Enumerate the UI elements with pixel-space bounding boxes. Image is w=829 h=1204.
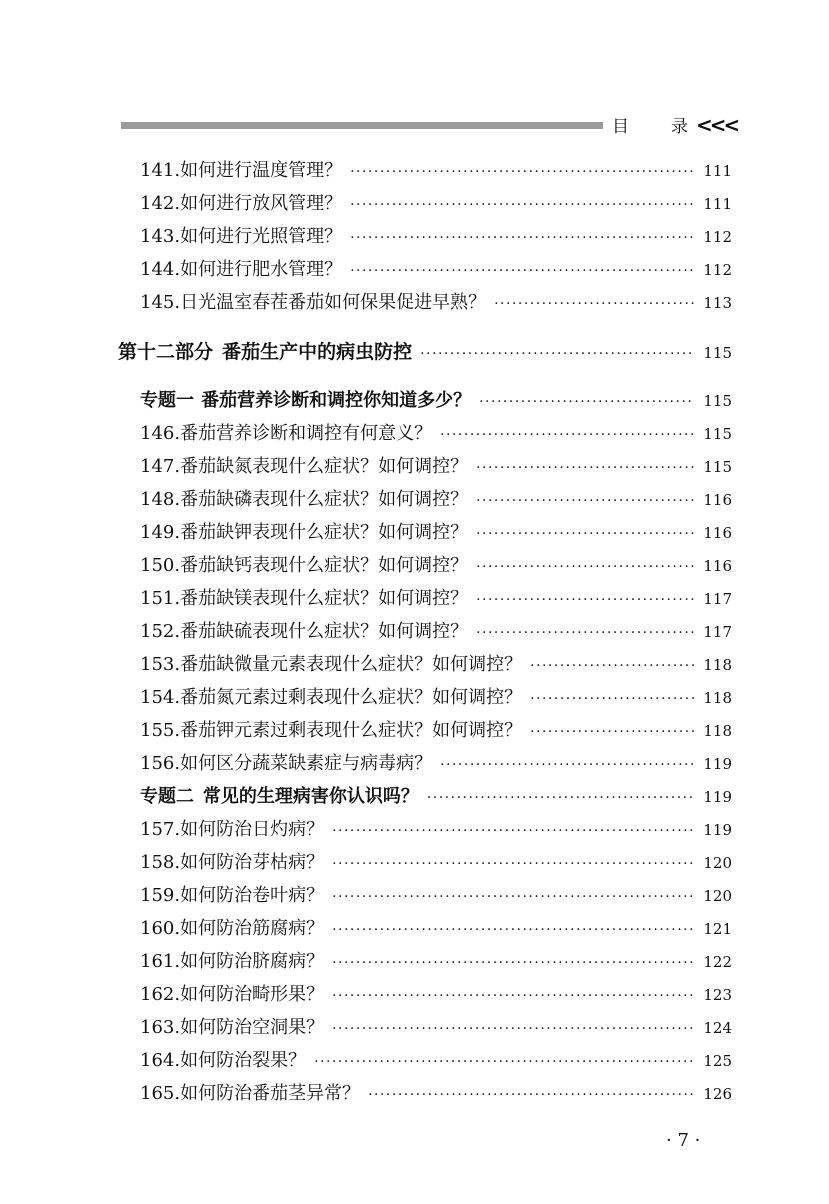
toc-entry-title: 如何区分蔬菜缺素症与病毒病？ — [180, 753, 433, 774]
dot-leader — [476, 485, 694, 517]
running-header — [612, 112, 737, 137]
toc-entry-number: 148. — [140, 489, 181, 510]
dot-leader — [530, 683, 694, 715]
toc-entry[interactable] — [140, 583, 732, 615]
toc-entry-title: 如何防治芽枯病？ — [180, 852, 325, 873]
toc-page-number: 112 — [703, 261, 732, 279]
dot-leader — [530, 650, 694, 682]
toc-entry[interactable] — [140, 616, 732, 648]
toc-entry-number: 161. — [140, 951, 181, 972]
toc-entry[interactable] — [140, 715, 732, 747]
toc-page-number: 115 — [703, 392, 732, 410]
toc-page-number: 111 — [703, 162, 732, 180]
chevrons-icon: <<< — [696, 112, 738, 137]
toc-entry-title: 如何防治空洞果？ — [180, 1017, 325, 1038]
toc-entry-title: 如何防治脐腐病？ — [180, 951, 325, 972]
toc-entry-title: 如何防治番茄茎异常？ — [180, 1083, 361, 1104]
toc-page-number: 124 — [703, 1019, 732, 1037]
toc-page-number: 111 — [703, 195, 732, 213]
dot-leader — [332, 914, 694, 946]
dot-leader — [332, 1013, 694, 1045]
toc-entry[interactable] — [140, 946, 732, 978]
toc-entry-title: 番茄营养诊断和调控有何意义？ — [180, 423, 433, 444]
toc-entry[interactable] — [140, 517, 732, 549]
dot-leader — [479, 386, 694, 418]
toc-entry-number: 159. — [140, 885, 181, 906]
toc-page-number: 116 — [703, 491, 732, 509]
toc-topic-heading[interactable] — [140, 385, 732, 417]
toc-page-number: 119 — [703, 755, 732, 773]
toc-entry[interactable] — [140, 221, 732, 253]
toc-entry-title: 番茄缺镁表现什么症状？如何调控？ — [180, 588, 469, 609]
toc-entry-number: 146. — [140, 423, 181, 444]
dot-leader — [350, 255, 694, 287]
toc-entry-number: 158. — [140, 852, 181, 873]
dot-leader — [440, 419, 694, 451]
toc-entry-title: 常见的生理病害你认识吗？ — [202, 786, 419, 807]
toc-entry[interactable] — [140, 1045, 732, 1077]
toc-page-number: 120 — [703, 887, 732, 905]
toc-page-number: 117 — [703, 623, 732, 641]
toc-entry-title: 番茄缺钙表现什么症状？如何调控？ — [180, 555, 469, 576]
toc-entry-number: 164. — [140, 1050, 181, 1071]
dot-leader — [476, 518, 694, 550]
toc-entry-title: 番茄缺磷表现什么症状？如何调控？ — [180, 489, 469, 510]
toc-page-number: 122 — [703, 953, 732, 971]
toc-entry-number: 141. — [140, 160, 181, 181]
toc-page-number: 115 — [703, 458, 732, 476]
toc-entry-title: 如何进行肥水管理？ — [180, 259, 343, 280]
dot-leader — [368, 1079, 694, 1111]
toc-topic-heading[interactable] — [140, 781, 732, 813]
dot-leader — [350, 189, 694, 221]
toc-entry-title: 番茄氮元素过剩表现什么症状？如何调控？ — [180, 687, 523, 708]
toc-entry-title: 番茄缺氮表现什么症状？如何调控？ — [180, 456, 469, 477]
toc-entry-title: 番茄营养诊断和调控你知道多少？ — [201, 390, 472, 411]
toc-entry-number: 143. — [140, 226, 181, 247]
toc-page-number: 115 — [703, 344, 732, 362]
toc-page-number: 118 — [703, 722, 732, 740]
toc-entry-number: 155. — [140, 720, 181, 741]
toc-page-number: 116 — [703, 557, 732, 575]
toc-entry-title: 如何进行放风管理？ — [180, 193, 343, 214]
toc-entry[interactable] — [140, 682, 732, 714]
toc-entry-number: 154. — [140, 687, 181, 708]
toc-entry-number: 专题二 — [140, 786, 194, 807]
toc-entry-number: 160. — [140, 918, 181, 939]
toc-page-number: 120 — [703, 854, 732, 872]
toc-entry[interactable] — [140, 188, 732, 220]
toc-entry[interactable] — [140, 1012, 732, 1044]
toc-entry-number: 149. — [140, 522, 181, 543]
dot-leader — [476, 551, 694, 583]
toc-entry-title: 如何防治筋腐病？ — [180, 918, 325, 939]
toc-entry-title: 番茄缺微量元素表现什么症状？如何调控？ — [180, 654, 523, 675]
toc-entry[interactable] — [140, 287, 732, 319]
dot-leader — [332, 848, 694, 880]
toc-entry[interactable] — [140, 1078, 732, 1110]
toc-entry-title: 番茄钾元素过剩表现什么症状？如何调控？ — [180, 720, 523, 741]
toc-entry-number: 153. — [140, 654, 181, 675]
toc-entry[interactable] — [140, 550, 732, 582]
toc-entry-number: 142. — [140, 193, 181, 214]
toc-page-number: 117 — [703, 590, 732, 608]
header-title-part2: 录 — [671, 117, 690, 137]
toc-page-number: 113 — [703, 294, 732, 312]
toc-entry-number: 163. — [140, 1017, 181, 1038]
toc-part-heading[interactable] — [118, 336, 732, 368]
toc-entry-title: 如何进行光照管理？ — [180, 226, 343, 247]
dot-leader — [440, 749, 694, 781]
toc-entry[interactable] — [140, 451, 732, 483]
toc-page-number: 121 — [703, 920, 732, 938]
toc-entry-number: 162. — [140, 984, 181, 1005]
toc-entry-number: 专题一 — [140, 390, 194, 411]
toc-entry-title: 番茄生产中的病虫防控 — [222, 341, 413, 363]
toc-page-number: 123 — [703, 986, 732, 1004]
toc-entry-title: 日光温室春茬番茄如何保果促进早熟？ — [180, 292, 487, 313]
toc-page-number: 125 — [703, 1052, 732, 1070]
dot-leader — [530, 716, 694, 748]
dot-leader — [332, 815, 694, 847]
toc-page-number: 126 — [703, 1085, 732, 1103]
toc-entry-number: 151. — [140, 588, 181, 609]
toc-page-number: 115 — [703, 425, 732, 443]
toc-entry-number: 147. — [140, 456, 181, 477]
toc-entry[interactable] — [140, 814, 732, 846]
dot-leader — [314, 1046, 694, 1078]
dot-leader — [420, 338, 694, 370]
dot-leader — [494, 288, 694, 320]
dot-leader — [350, 222, 694, 254]
toc-page-number: 112 — [703, 228, 732, 246]
toc-page-number: 118 — [703, 656, 732, 674]
toc-entry[interactable] — [140, 979, 732, 1011]
toc-entry-title: 如何防治日灼病？ — [180, 819, 325, 840]
toc-entry[interactable] — [140, 748, 732, 780]
toc-entry[interactable] — [140, 913, 732, 945]
toc-entry-title: 如何防治畸形果？ — [180, 984, 325, 1005]
dot-leader — [427, 782, 694, 814]
header-title-part1: 目 — [612, 117, 631, 137]
toc-entry[interactable] — [140, 649, 732, 681]
toc-entry-number: 第十二部分 — [118, 341, 214, 363]
toc-entry-title: 如何防治裂果？ — [180, 1050, 307, 1071]
toc-entry[interactable] — [140, 254, 732, 286]
toc-entry[interactable] — [140, 155, 732, 187]
page-number: · 7 · — [666, 1130, 701, 1151]
dot-leader — [350, 156, 694, 188]
toc-entry-number: 157. — [140, 819, 181, 840]
toc-entry-number: 165. — [140, 1083, 181, 1104]
toc-page-number: 116 — [703, 524, 732, 542]
dot-leader — [476, 452, 694, 484]
toc-entry[interactable] — [140, 484, 732, 516]
dot-leader — [332, 881, 694, 913]
toc-entry-title: 番茄缺硫表现什么症状？如何调控？ — [180, 621, 469, 642]
toc-page-number: 118 — [703, 689, 732, 707]
dot-leader — [332, 947, 694, 979]
header-rule — [121, 122, 603, 129]
toc-entry-number: 156. — [140, 753, 181, 774]
toc-page-number: 119 — [703, 788, 732, 806]
toc-entry-number: 145. — [140, 292, 181, 313]
toc-entry-title: 番茄缺钾表现什么症状？如何调控？ — [180, 522, 469, 543]
toc-entry[interactable] — [140, 880, 732, 912]
toc-page-number: 119 — [703, 821, 732, 839]
dot-leader — [476, 617, 694, 649]
toc-entry-number: 152. — [140, 621, 181, 642]
toc-entry[interactable] — [140, 847, 732, 879]
toc-entry[interactable] — [140, 418, 732, 450]
dot-leader — [476, 584, 694, 616]
toc-entry-number: 150. — [140, 555, 181, 576]
toc-entry-title: 如何防治卷叶病？ — [180, 885, 325, 906]
toc-entry-title: 如何进行温度管理？ — [180, 160, 343, 181]
toc-entry-number: 144. — [140, 259, 181, 280]
dot-leader — [332, 980, 694, 1012]
